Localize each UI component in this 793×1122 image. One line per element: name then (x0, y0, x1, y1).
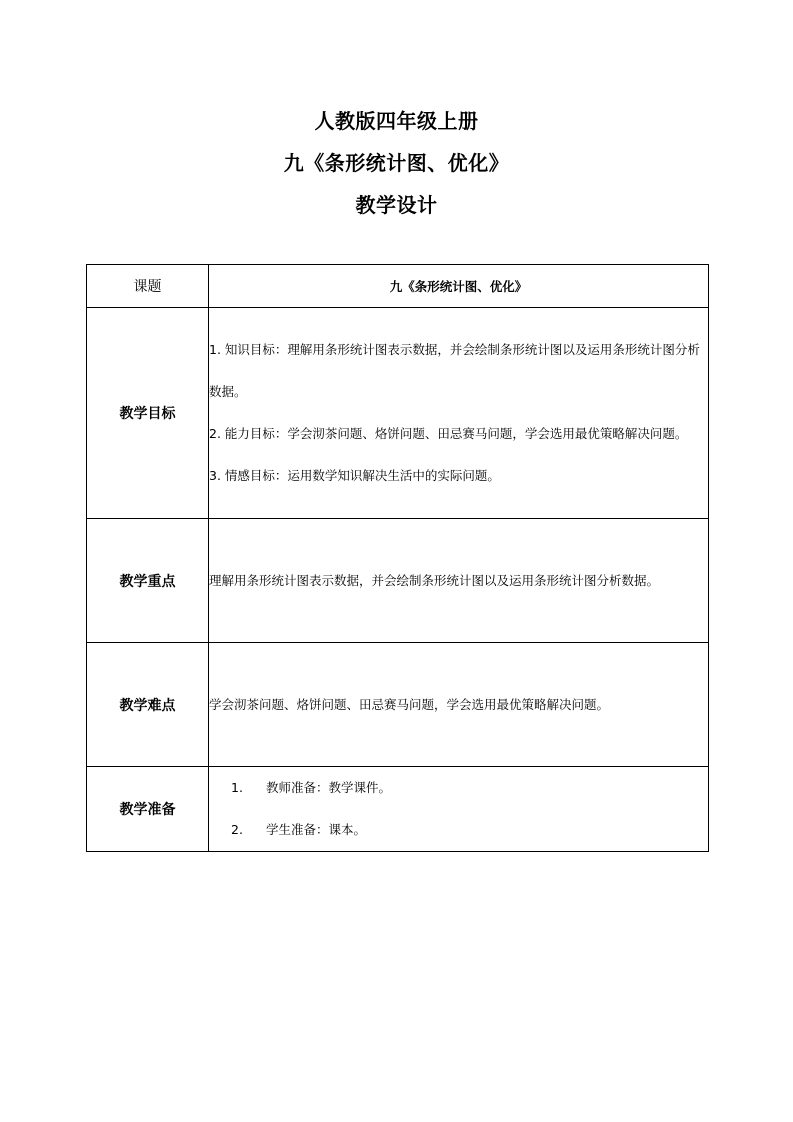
focus-content (209, 519, 709, 643)
lesson-plan-table (86, 264, 709, 852)
prep-number: 2. (231, 822, 243, 837)
preparation-label: 教学准备 (87, 767, 209, 852)
focus-label: 教学重点 (87, 519, 209, 643)
prep-text: 教师准备：教学课件。 (266, 780, 392, 795)
difficulty-text: 学会沏茶问题、烙饼问题、田忌赛马问题，学会选用最优策略解决问题。 (209, 696, 610, 712)
goal-item: 1. 知识目标：理解用条形统计图表示数据，并会绘制条形统计图以及运用条形统计图分析数据。 (209, 342, 700, 399)
table-row-preparation (87, 767, 709, 852)
goals-label: 教学目标 (87, 308, 209, 519)
goal-item: 3. 情感目标：运用数学知识解决生活中的实际问题。 (209, 468, 500, 483)
title-value: 九《条形统计图、优化》 (209, 265, 709, 308)
table-row-focus (87, 519, 709, 643)
table-row-difficulty (87, 643, 709, 767)
difficulty-label: 教学难点 (87, 643, 209, 767)
header-lesson-line: 九《条形统计图、优化》 (283, 151, 510, 175)
preparation-content (209, 767, 709, 852)
list-item (209, 809, 708, 851)
difficulty-content (209, 643, 709, 767)
prep-text: 学生准备：课本。 (266, 822, 367, 837)
document-header (0, 100, 793, 226)
title-label: 课题 (87, 265, 209, 308)
header-design-line: 教学设计 (355, 193, 438, 217)
table-row-goals (87, 308, 709, 519)
list-item (209, 767, 708, 809)
focus-text: 理解用条形统计图表示数据，并会绘制条形统计图以及运用条形统计图分析数据。 (209, 572, 660, 588)
goals-content (209, 308, 709, 519)
prep-number: 1. (231, 780, 243, 795)
header-grade-line: 人教版四年级上册 (314, 109, 479, 133)
table-row-title (87, 265, 709, 308)
goal-item: 2. 能力目标：学会沏茶问题、烙饼问题、田忌赛马问题，学会选用最优策略解决问题。 (209, 426, 688, 441)
